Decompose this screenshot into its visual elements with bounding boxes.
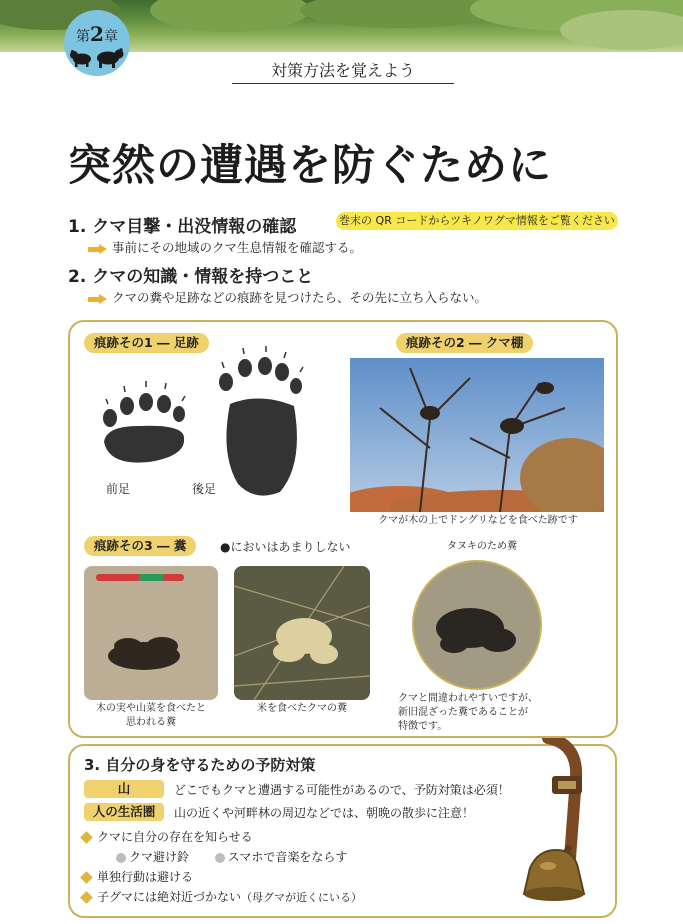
- prevention-item-1: クマに自分の存在を知らせる: [80, 828, 253, 845]
- bear-bell-image: [478, 738, 594, 914]
- qr-code-note: 巻末の QR コードからツキノワグマ情報をご覧ください: [336, 212, 618, 230]
- section-label: 対策方法を覚えよう: [232, 58, 454, 84]
- section-1-title: 1. クマ目撃・出没情報の確認: [68, 217, 297, 237]
- mountain-label: 山: [84, 780, 164, 798]
- dung-tag: 痕跡その3 ― 糞: [84, 536, 196, 556]
- bear-nest-tree-photo: [350, 358, 604, 512]
- diamond-bullet-icon: [80, 871, 93, 884]
- tanuki-dung-photo: [410, 558, 544, 692]
- page-title: 突然の遭遇を防ぐために: [68, 141, 552, 191]
- evidence-panel: [68, 320, 618, 738]
- diamond-bullet-icon: [80, 891, 93, 904]
- dung-caption-rice: 米を食べたクマの糞: [257, 703, 347, 714]
- section-2-title: 2. クマの知識・情報を持つこと: [68, 267, 314, 287]
- front-foot-label: 前足: [106, 482, 131, 496]
- gray-dot-icon: [215, 853, 225, 863]
- footprint-tag: 痕跡その1 ― 足跡: [84, 333, 209, 353]
- dung-photo-rice: [234, 566, 370, 700]
- hind-foot-label: 後足: [192, 482, 217, 496]
- bear-silhouette-icon: [69, 46, 125, 68]
- prevention-item-3: 子グマには絶対近づかない（母グマが近くにいる）: [80, 888, 362, 905]
- dung-photo-nuts: [84, 566, 218, 700]
- section-1-text: 事前にその地域のクマ生息情報を確認する。: [88, 238, 362, 256]
- smell-note: ●においはあまりしない: [220, 540, 351, 554]
- front-paw-print-icon: [94, 374, 194, 474]
- dung-caption-nuts: 木の実や山菜を食べたと 思われる糞: [96, 703, 206, 728]
- tanuki-label: タヌキのため糞: [447, 541, 517, 552]
- living-area-label: 人の生活圏: [84, 803, 164, 821]
- chapter-badge: [64, 10, 130, 76]
- prevention-item-2: 単独行動は避ける: [80, 868, 193, 885]
- living-area-text: 山の近くや河畔林の周辺などでは、朝晩の散歩に注意！: [174, 806, 475, 820]
- arrow-right-icon: [88, 244, 108, 254]
- prevention-sub-items: クマ避け鈴 スマホで音楽をならす: [116, 848, 347, 865]
- prevention-title: 3. 自分の身を守るための予防対策: [84, 756, 316, 774]
- hind-paw-print-icon: [210, 344, 310, 504]
- mountain-text: どこでもクマと遭遇する可能性があるので、予防対策は必須！: [174, 783, 510, 797]
- diamond-bullet-icon: [80, 831, 93, 844]
- arrow-right-icon: [88, 294, 108, 304]
- section-2-text: クマの糞や足跡などの痕跡を見つけたら、その先に立ち入らない。: [88, 288, 487, 306]
- bear-nest-tag: 痕跡その2 ― クマ棚: [396, 333, 533, 353]
- chapter-number: 第2章: [76, 22, 118, 46]
- gray-dot-icon: [116, 853, 126, 863]
- tanuki-caption: クマと間違われやすいですが、 新旧混ざった糞であることが 特徴です。: [398, 693, 538, 732]
- bear-nest-caption: クマが木の上でドングリなどを食べた跡です: [378, 515, 578, 526]
- prevention-panel: [68, 744, 617, 918]
